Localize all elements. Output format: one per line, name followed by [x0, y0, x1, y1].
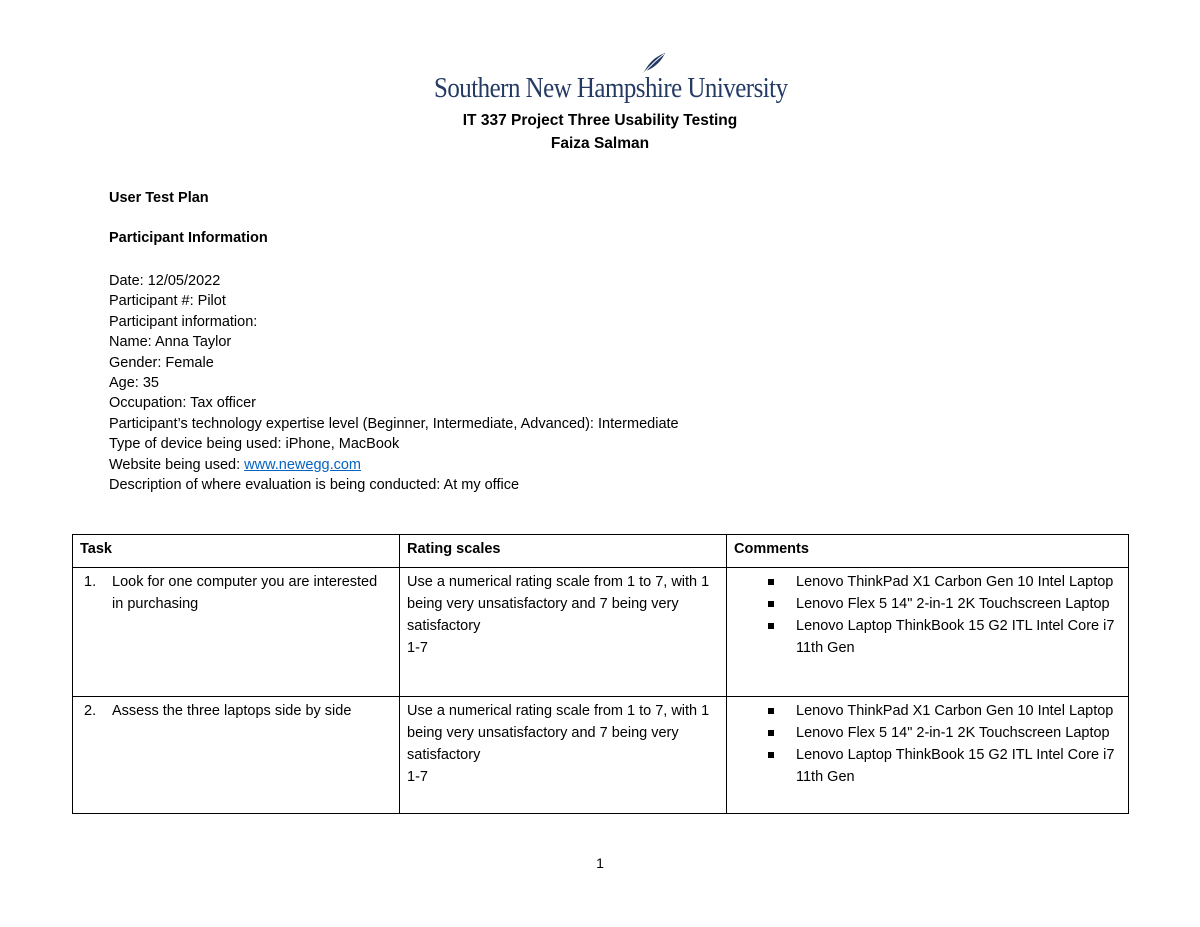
info-line-website: Website being used: www.newegg.com — [109, 456, 362, 473]
comments-list — [734, 571, 1121, 659]
info-line-participant-number: Participant #: Pilot — [109, 293, 226, 310]
header-rating-scales: Rating scales — [400, 535, 727, 568]
table-row — [73, 697, 1129, 814]
task-number: 1. — [84, 574, 97, 590]
page-number: 1 — [596, 855, 604, 871]
list-item: Lenovo Laptop ThinkBook 15 G2 ITL Intel Core i7 11th Gen — [734, 744, 1121, 788]
list-item: Lenovo ThinkPad X1 Carbon Gen 10 Intel Laptop — [734, 571, 1121, 593]
square-bullet-icon — [768, 730, 774, 736]
participant-details — [109, 271, 679, 495]
rating-range: 1-7 — [407, 769, 428, 785]
task-text: Look for one computer you are interested in purchasing — [112, 574, 378, 612]
header-task: Task — [73, 535, 400, 568]
square-bullet-icon — [768, 601, 774, 607]
list-item: Lenovo Laptop ThinkBook 15 G2 ITL Intel Core i7 11th Gen — [734, 615, 1121, 659]
comments-cell — [727, 697, 1129, 814]
info-line-gender: Gender: Female — [109, 354, 214, 371]
task-cell — [73, 568, 400, 697]
task-cell — [73, 697, 400, 814]
test-plan-heading: User Test Plan — [109, 190, 209, 206]
task-table — [72, 534, 1129, 814]
info-line-age: Age: 35 — [109, 375, 160, 392]
university-logo — [434, 52, 788, 106]
list-item: Lenovo ThinkPad X1 Carbon Gen 10 Intel Laptop — [734, 700, 1121, 722]
square-bullet-icon — [768, 623, 774, 629]
author-name: Faiza Salman — [550, 135, 650, 152]
task-text: Assess the three laptops side by side — [112, 703, 352, 719]
header-comments: Comments — [727, 535, 1129, 568]
rating-text: Use a numerical rating scale from 1 to 7, with 1 being very unsatisfactory and 7 being very satisfactory — [407, 703, 710, 763]
square-bullet-icon — [768, 752, 774, 758]
comments-cell — [727, 568, 1129, 697]
info-line-date: Date: 12/05/2022 — [109, 273, 221, 289]
document-title: IT 337 Project Three Usability Testing — [462, 112, 738, 129]
participant-info-heading: Participant Information — [109, 230, 268, 246]
info-line-location: Description of where evaluation is being conducted: At my office — [109, 477, 520, 494]
rating-cell — [400, 697, 727, 814]
logo-text: Southern New Hampshire University — [434, 72, 788, 104]
rating-range: 1-7 — [407, 640, 428, 656]
info-line-expertise: Participant’s technology expertise level (Beginner, Intermediate, Advanced): Intermediate — [109, 415, 679, 432]
square-bullet-icon — [768, 708, 774, 714]
square-bullet-icon — [768, 579, 774, 585]
info-line-participant-information: Participant information: — [109, 313, 258, 330]
info-line-device: Type of device being used: iPhone, MacBook — [109, 436, 400, 453]
website-link[interactable]: www.newegg.com — [244, 456, 362, 473]
info-line-occupation: Occupation: Tax officer — [109, 395, 256, 412]
table-row — [73, 568, 1129, 697]
rating-text: Use a numerical rating scale from 1 to 7, with 1 being very unsatisfactory and 7 being very satisfactory — [407, 574, 710, 634]
list-item: Lenovo Flex 5 14" 2-in-1 2K Touchscreen Laptop — [734, 722, 1121, 744]
rating-cell — [400, 568, 727, 697]
table-header-row — [73, 535, 1129, 568]
comments-list — [734, 700, 1121, 788]
task-number: 2. — [84, 703, 97, 719]
list-item: Lenovo Flex 5 14" 2-in-1 2K Touchscreen Laptop — [734, 593, 1121, 615]
info-line-name: Name: Anna Taylor — [109, 334, 232, 351]
